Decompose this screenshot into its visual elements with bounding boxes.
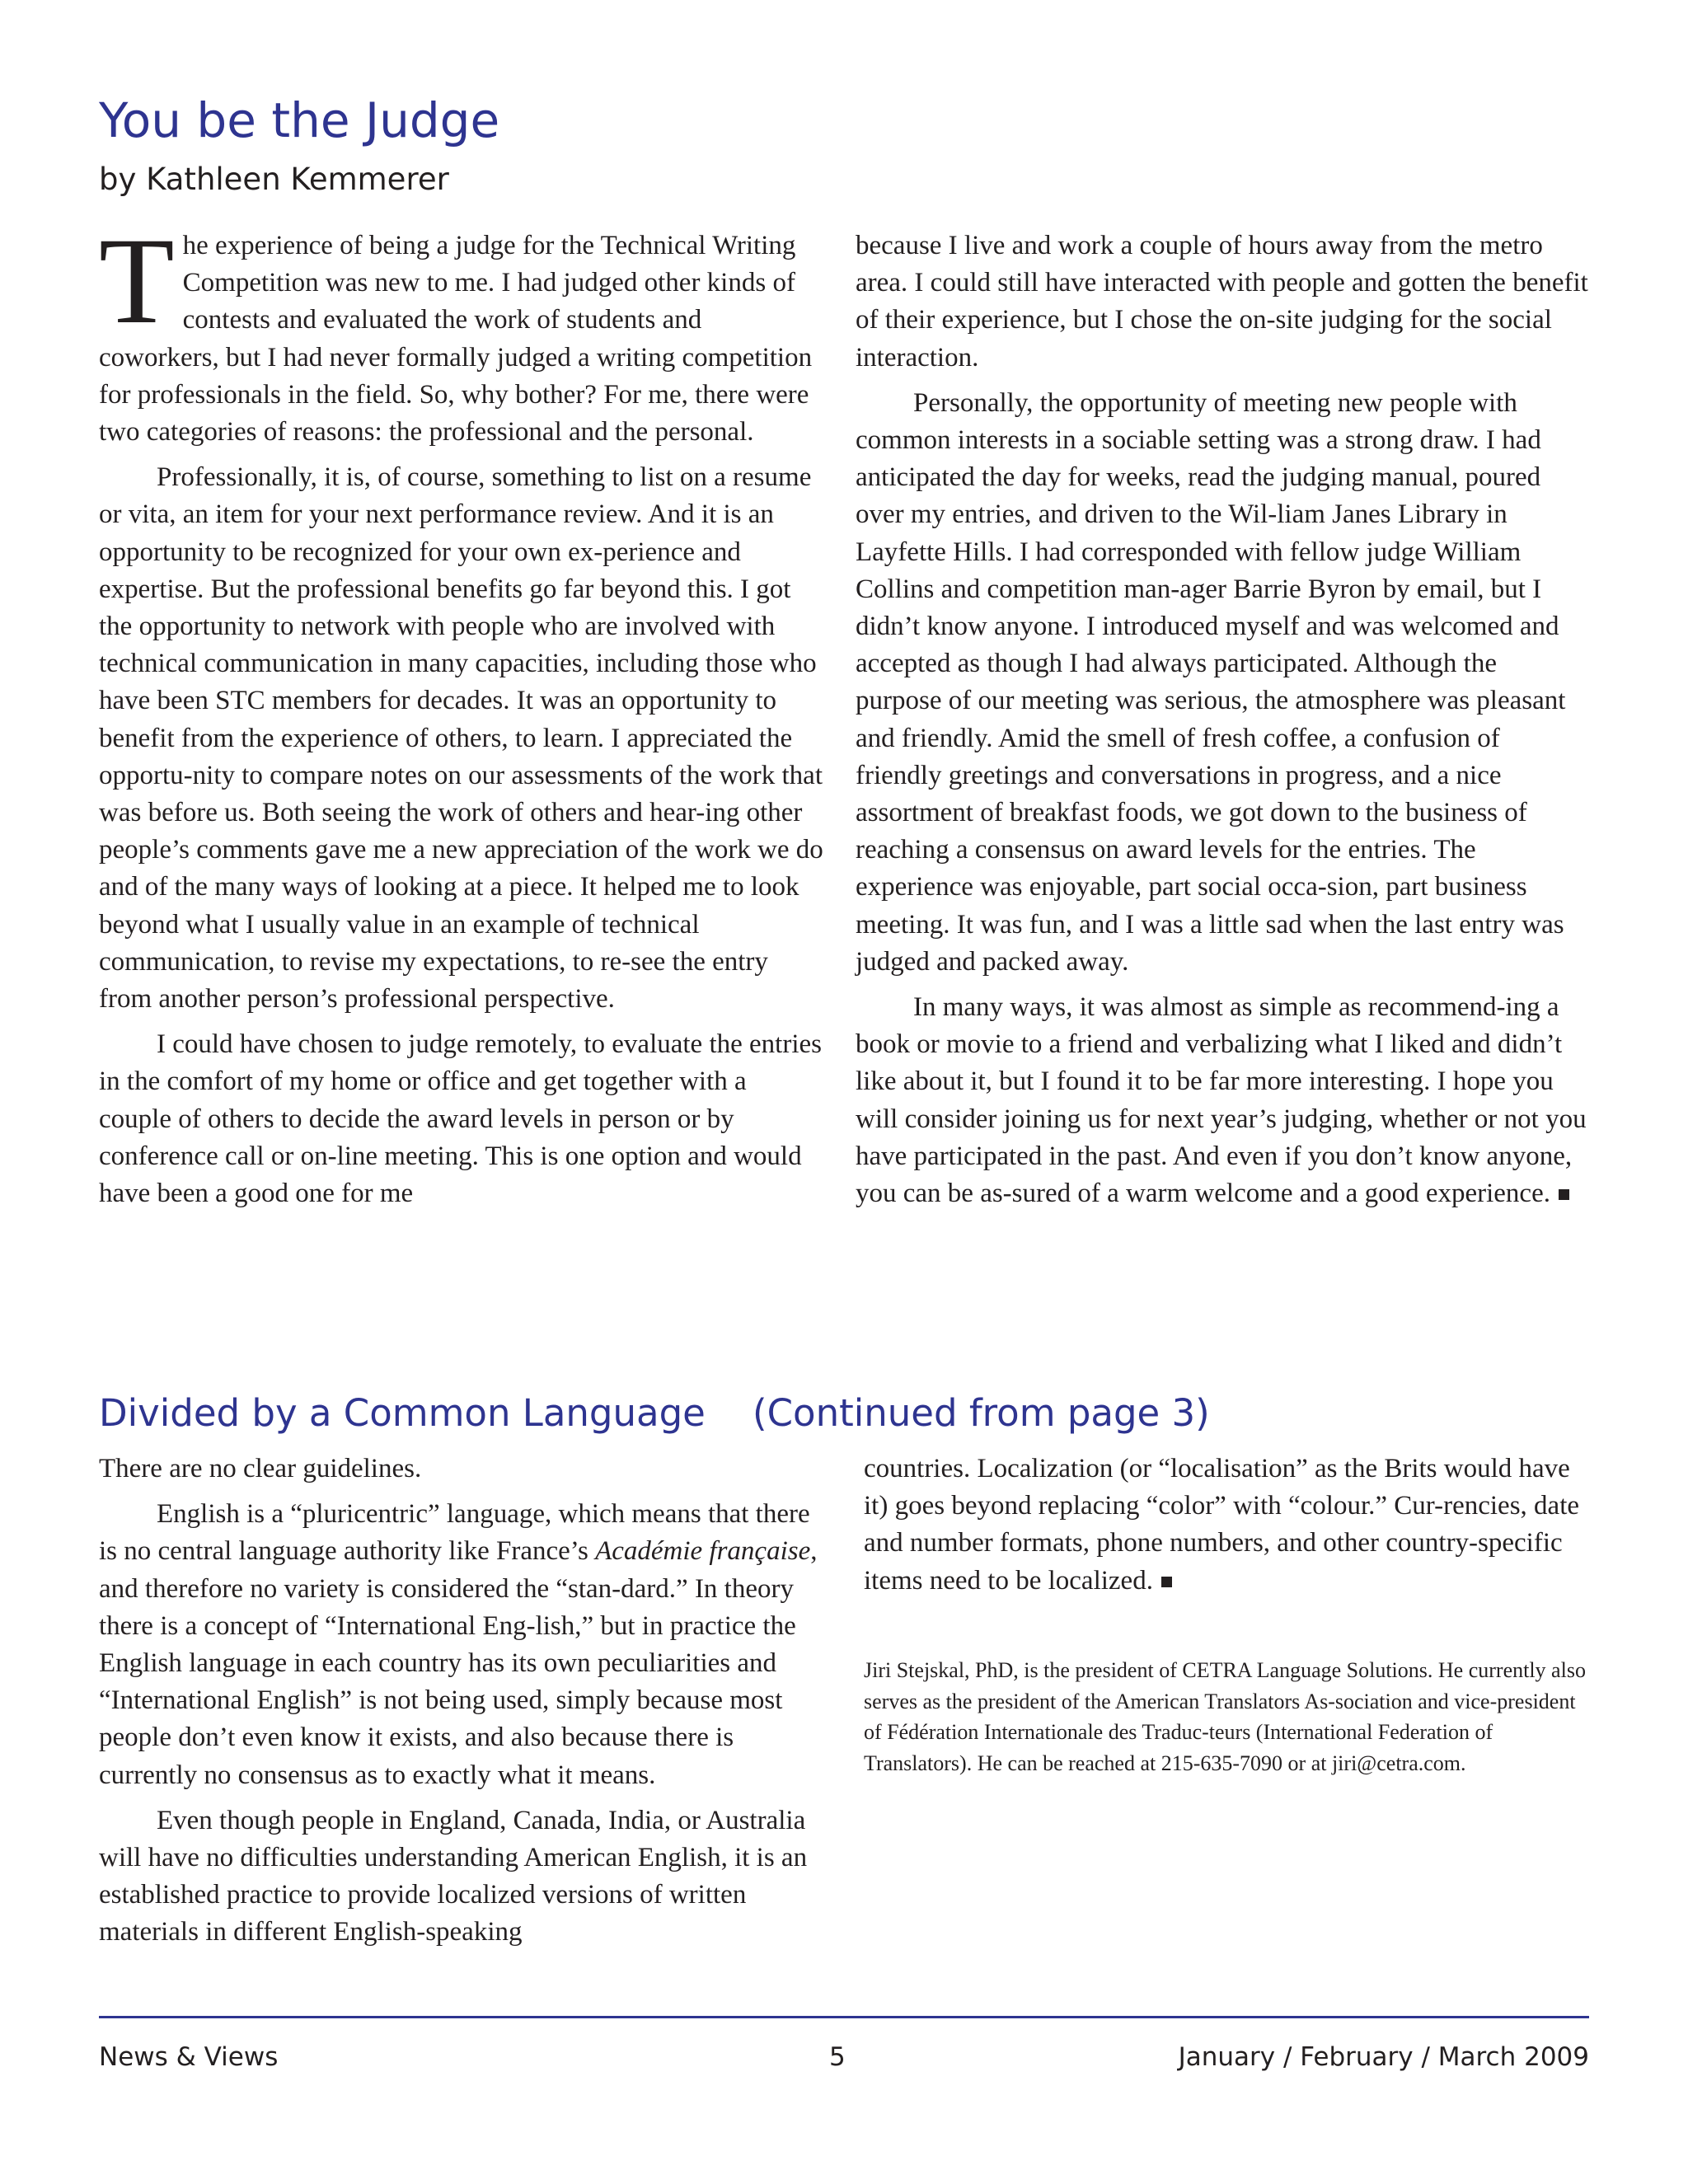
article1-column-left (99, 213, 824, 1221)
paragraph (864, 1451, 1589, 1600)
paragraph-text: , and therefore no variety is considered the “stan-dard.” In theory there is a concept of “International Eng-lish,” but in practice the English language in each country has its own peculiarities and “International English” is not being used, simply because most people don’t even know it exists, and also because there is currently no consensus as to exactly what it means. (99, 1536, 818, 1790)
footer-date: January / February / March 2009 (1178, 2042, 1589, 2072)
paragraph-text: In many ways, it was almost as simple as recommend-ing a book or movie to a friend and verbalizing what I liked and didn’t like about it, but I found it to be far more interesting. I hope you will consider joining us for next year’s judging, whether or not you have participated in the past. And even if you don’t know anyone, you can be as-sured of a warm welcome and a good experience. (856, 992, 1587, 1209)
paragraph: because I live and work a couple of hours away from the metro area. I could still have interacted with people and gotten the benefit of their experience, but I chose the on-site judging for the social interaction. (856, 231, 1588, 373)
author-bio: Jiri Stejskal, PhD, is the president of CETRA Language Solutions. He currently also serves as the president of the American Translators As-sociation and vice-president of Fédération Internationale des Traduc-teurs (International Federation of Translators). He can be reached at 215-635-7090 or at jiri@cetra.com. (864, 1658, 1586, 1775)
paragraph-text: he experience of being a judge for the Technical Writing Competition was new to me. I had judged other kinds of contests and evaluated the work of students and coworkers, but I had never formally judged a writing competition for professionals in the field. So, why bother? For me, there were two categories of reasons: the professional and the personal. (99, 231, 813, 448)
article-title: Divided by a Common Language (Continued from page 3) (99, 1391, 1210, 1435)
footer-publication: News & Views (99, 2042, 279, 2072)
article1-column-right (856, 227, 1589, 1221)
paragraph (856, 989, 1589, 1212)
paragraph-text: countries. Localization (or “localisation” as the Brits would have it) goes beyond replacing “color” with “colour.” Cur-rencies, date and number formats, phone numbers, and other country-specific items need to be localized. (864, 1454, 1580, 1596)
page-number: 5 (829, 2042, 846, 2072)
byline: by Kathleen Kemmerer (99, 162, 449, 197)
italic-term: Académie française (595, 1536, 811, 1567)
article-title: You be the Judge (99, 92, 500, 148)
paragraph: Personally, the opportunity of meeting new people with common interests in a sociable setting was a strong draw. I had anticipated the day for weeks, read the judging manual, poured over my entries, and driven to the Wil-liam Janes Library in Layfette Hills. I had corresponded with fellow judge William Collins and competition man-ager Barrie Byron by email, but I didn’t know anyone. I introduced myself and was welcomed and accepted as though I had always participated. Although the purpose of our meeting was serious, the atmosphere was pleasant and friendly. Amid the smell of fresh coffee, a confusion of friendly greetings and conversations in progress, and a nice assortment of breakfast foods, we got down to the business of reaching a consensus on award levels for the entries. The experience was enjoyable, part social occa-sion, part business meeting. It was fun, and I was a little sad when the last entry was judged and packed away. (856, 387, 1566, 977)
paragraph: There are no clear guidelines. (99, 1454, 422, 1483)
article2-column-right (864, 1451, 1589, 1608)
end-mark-icon (1559, 1189, 1569, 1200)
paragraph: Even though people in England, Canada, India, or Australia will have no difficulties understanding American English, it is an established practice to provide localized versions of written materials in different English-speaking (99, 1805, 808, 1947)
paragraph (99, 213, 824, 451)
article2-column-left (99, 1451, 824, 1960)
end-mark-icon (1161, 1577, 1172, 1587)
paragraph: I could have chosen to judge remotely, to evaluate the entries in the comfort of my home or office and get together with a couple of others to decide the award levels in person or by conference call or on-line meeting. This is one option and would have been a good one for me (99, 1029, 822, 1209)
paragraph: Professionally, it is, of course, something to list on a resume or vita, an item for your next performance review. And it is an opportunity to be recognized for your own ex-perience and expertise. But the professional benefits go far beyond this. I got the opportunity to network with people who are involved with technical communication in many capacities, including those who have been STC members for decades. It was an opportunity to benefit from the experience of others, to learn. I appreciated the opportu-nity to compare notes on our assessments of the work that was before us. Both seeing the work of others and hear-ing other people’s comments gave me a new appreciation of the work we do and of the many ways of looking at a piece. It helped me to look beyond what I usually value in an example of technical communication, to revise my expectations, to re-see the entry from another person’s professional perspective. (99, 462, 823, 1015)
paragraph-text: English is a “pluricentric” language, which means that there is no central language authority like France’s (99, 1499, 810, 1567)
paragraph (99, 1496, 824, 1794)
footer-rule (99, 2016, 1589, 2018)
drop-cap: T (99, 213, 175, 349)
